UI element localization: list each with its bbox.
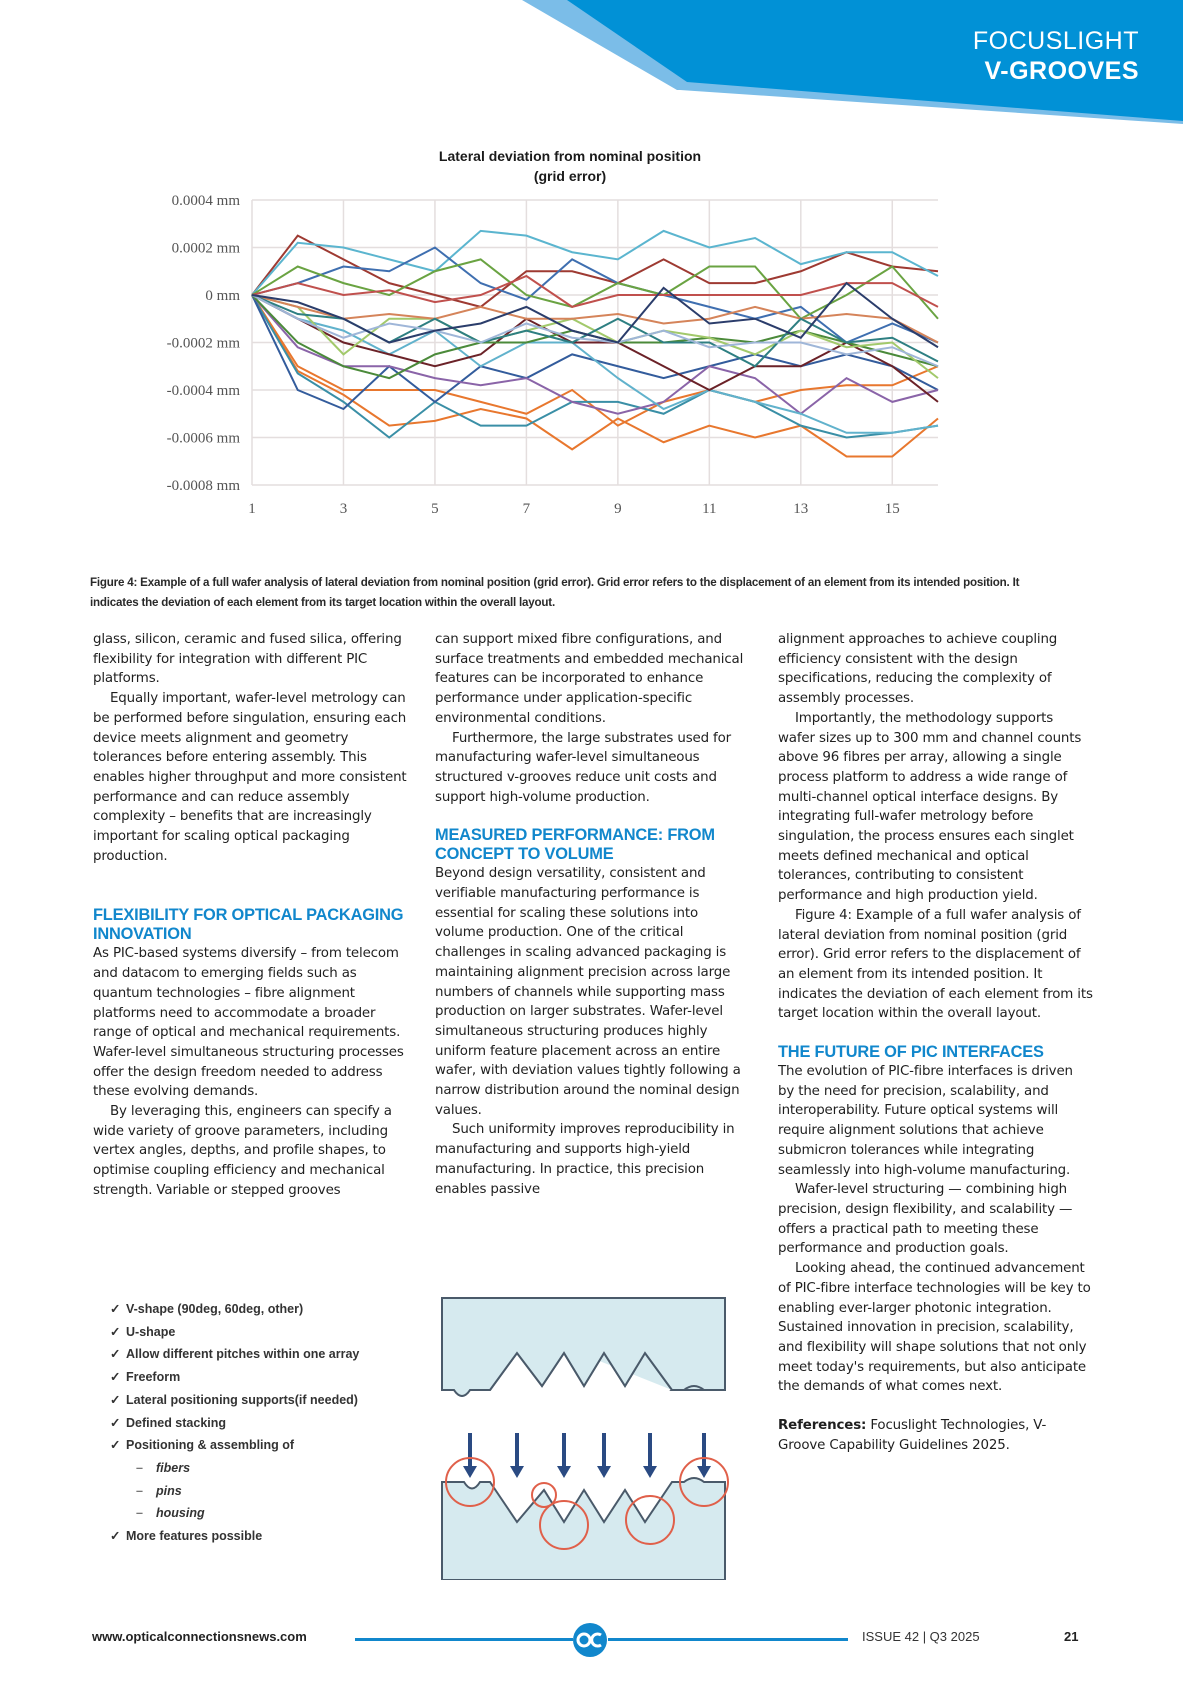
series-line-s14: [252, 295, 938, 343]
x-tick-label: 3: [339, 501, 348, 517]
upper-substrate-fill: [442, 1298, 725, 1396]
x-tick-label: 11: [702, 501, 717, 517]
down-arrow-icon: [597, 1433, 611, 1478]
paragraph: alignment approaches to achieve coupling efficiency consistent with the design specifications, reducing the complexity of assembly processes.: [778, 632, 1058, 707]
down-arrow-icon: [510, 1433, 524, 1478]
chart-title-block: [120, 146, 1020, 186]
header-title-block: [973, 26, 1139, 86]
features-list: [110, 1298, 440, 1548]
feature-item: ✓ U-shape: [110, 1321, 440, 1344]
feature-item: ✓ Lateral positioning supports(if needed): [110, 1389, 440, 1412]
paragraph: The evolution of PIC-fibre interfaces is driven by the need for precision, scalability, and interoperability. Future optical systems will require alignment solutions that achieve submicron tolerances while integrating seamlessly into high-volume manufacturing.: [778, 1064, 1073, 1178]
series-line-s15: [252, 295, 938, 366]
oc-logo-icon: [570, 1620, 610, 1660]
check-icon: ✓: [110, 1415, 121, 1430]
article-column-1: [93, 630, 413, 1201]
y-tick-label: -0.0002 mm: [166, 335, 240, 352]
check-icon: ✓: [110, 1324, 121, 1339]
paragraph: Importantly, the methodology supports wafer sizes up to 300 mm and channel counts above 96 fibres per array, allowing a single process platform to address a wide range of multi-channel optical interface designs. By integrating full-wafer metrology before singulation, the process ensures each singlet meets defined mechanical and optical tolerances, contributing to consistent performance and high production yield.: [778, 710, 1082, 904]
y-tick-label: -0.0006 mm: [166, 430, 240, 447]
footer-url-link[interactable]: www.opticalconnectionsnews.com: [92, 1629, 307, 1644]
feature-item: ✓ Allow different pitches within one array: [110, 1343, 440, 1366]
x-tick-label: 9: [614, 501, 622, 517]
chart-subtitle: (grid error): [533, 168, 607, 184]
feature-sub-item: – fibers: [110, 1457, 440, 1480]
footer-divider-left: [355, 1638, 573, 1641]
article-column-3: [778, 630, 1093, 1455]
paragraph: Equally important, wafer-level metrology can be performed before singulation, ensuring each device meets alignment and geometry tolerances before entering assembly. This enables higher throughput and more consistent performance and can reduce assembly complexity – benefits that are increasingly important for scaling optical packaging production.: [93, 691, 407, 864]
references-text: Focuslight Technologies, V-Groove Capability Guidelines 2025.: [778, 1418, 1047, 1453]
paragraph: Wafer-level structuring — combining high precision, design flexibility, and scalability — offers a practical path to meeting these performance and production goals.: [778, 1182, 1073, 1257]
footer-issue: ISSUE 42 | Q3 2025: [862, 1629, 980, 1644]
feature-item: ✓ Defined stacking: [110, 1412, 440, 1435]
feature-sub-item: – housing: [110, 1502, 440, 1525]
x-tick-label: 7: [522, 501, 531, 517]
down-arrow-icon: [643, 1433, 657, 1478]
x-tick-label: 15: [884, 501, 900, 517]
paragraph: Looking ahead, the continued advancement of PIC-fibre interface technologies will be key to enabling ever-larger photonic integration. Sustained innovation in precision, scalability, and flexibility will shape solutions that not only meet today's requirements, but also anticipate the demands of what comes next.: [778, 1261, 1091, 1395]
x-tick-label: 13: [793, 501, 809, 517]
section-heading-measured-performance: MEASURED PERFORMANCE: FROM CONCEPT TO VOLUME: [435, 826, 715, 864]
header-topic: V-GROOVES: [984, 57, 1139, 85]
paragraph: Figure 4: Example of a full wafer analysis of lateral deviation from nominal position (grid error). Grid error refers to the displacement of an element from its intended position. It indicates the deviation of each element from its target location within the overall layout.: [778, 907, 1093, 1022]
page-number: 21: [1064, 1629, 1079, 1644]
y-tick-label: 0.0004 mm: [171, 193, 240, 209]
v-groove-diagram: [432, 1290, 732, 1580]
references: [778, 1416, 1093, 1455]
chart-svg: [120, 140, 1020, 560]
dash-icon: –: [136, 1460, 143, 1475]
y-tick-label: 0 mm: [205, 288, 240, 304]
series-line-s5: [252, 295, 938, 457]
paragraph: glass, silicon, ceramic and fused silica, offering flexibility for integration with different PIC platforms.: [93, 632, 402, 687]
article-column-2: [435, 630, 750, 1199]
feature-item: ✓ V-shape (90deg, 60deg, other): [110, 1298, 440, 1321]
x-tick-label: 1: [248, 501, 256, 517]
paragraph: Furthermore, the large substrates used for manufacturing wafer-level simultaneous structured v-grooves reduce unit costs and support high-volume production.: [435, 730, 732, 805]
grid-error-chart: [120, 140, 1020, 560]
page-footer: [0, 1620, 1183, 1660]
check-icon: ✓: [110, 1347, 121, 1362]
figure-caption: Figure 4: Example of a full wafer analysis of lateral deviation from nominal position (grid error). Grid error refers to the displacement of an element from its intended position. It indicates the deviation of each element from its target location within the overall layout.: [90, 576, 1020, 609]
footer-divider-right: [608, 1638, 848, 1641]
paragraph: By leveraging this, engineers can specify a wide variety of groove parameters, including vertex angles, depths, and profile shapes, to optimise coupling efficiency and mechanical strength. Variable or stepped grooves: [93, 1104, 392, 1198]
y-tick-label: -0.0004 mm: [166, 383, 240, 399]
check-icon: ✓: [110, 1370, 121, 1385]
dash-icon: –: [136, 1506, 143, 1521]
feature-item: ✓ Freeform: [110, 1366, 440, 1389]
chart-title: Lateral deviation from nominal position: [438, 148, 702, 164]
references-label: References:: [778, 1418, 867, 1434]
section-heading-future: THE FUTURE OF PIC INTERFACES: [778, 1043, 1044, 1062]
paragraph: can support mixed fibre configurations, and surface treatments and embedded mechanical features can be incorporated to enhance performance under application-specific environmental conditions.: [435, 632, 744, 726]
check-icon: ✓: [110, 1438, 121, 1453]
series-line-s16: [252, 276, 938, 307]
feature-sub-item: – pins: [110, 1480, 440, 1503]
down-arrow-icon: [697, 1433, 711, 1478]
feature-item: ✓ More features possible: [110, 1525, 440, 1548]
down-arrow-icon: [557, 1433, 571, 1478]
paragraph: Beyond design versatility, consistent and verifiable manufacturing performance is essential for scaling these solutions into volume production. One of the critical challenges in scaling advanced packaging is maintaining alignment precision across large numbers of channels while supporting mass production on larger substrates. Wafer-level simultaneous structuring produces highly uniform feature placement across an entire wafer, with deviation values tightly following a narrow distribution around the nominal design values.: [435, 866, 741, 1118]
arrow-icons: [463, 1433, 711, 1478]
header-brand: FOCUSLIGHT: [972, 27, 1139, 55]
paragraph: As PIC-based systems diversify – from telecom and datacom to emerging fields such as quantum technologies – fibre alignment platforms need to accommodate a broader range of optical and mechanical requirements. Wafer-level simultaneous structuring processes offer the design freedom needed to address these evolving demands.: [93, 946, 404, 1100]
feature-item: ✓ Positioning & assembling of: [110, 1434, 440, 1457]
dash-icon: –: [136, 1483, 143, 1498]
y-tick-label: 0.0002 mm: [171, 240, 240, 257]
x-tick-label: 5: [431, 501, 439, 517]
check-icon: ✓: [110, 1302, 121, 1316]
check-icon: ✓: [110, 1392, 121, 1407]
series-line-s9: [252, 295, 938, 414]
paragraph: Such uniformity improves reproducibility in manufacturing and supports high-yield manufacturing. In practice, this precision enables passive: [435, 1122, 735, 1197]
down-arrow-icon: [463, 1433, 477, 1478]
y-tick-label: -0.0008 mm: [166, 478, 240, 494]
section-heading-flexibility: FLEXIBILITY FOR OPTICAL PACKAGING INNOVATION: [93, 906, 404, 944]
check-icon: ✓: [110, 1529, 121, 1544]
